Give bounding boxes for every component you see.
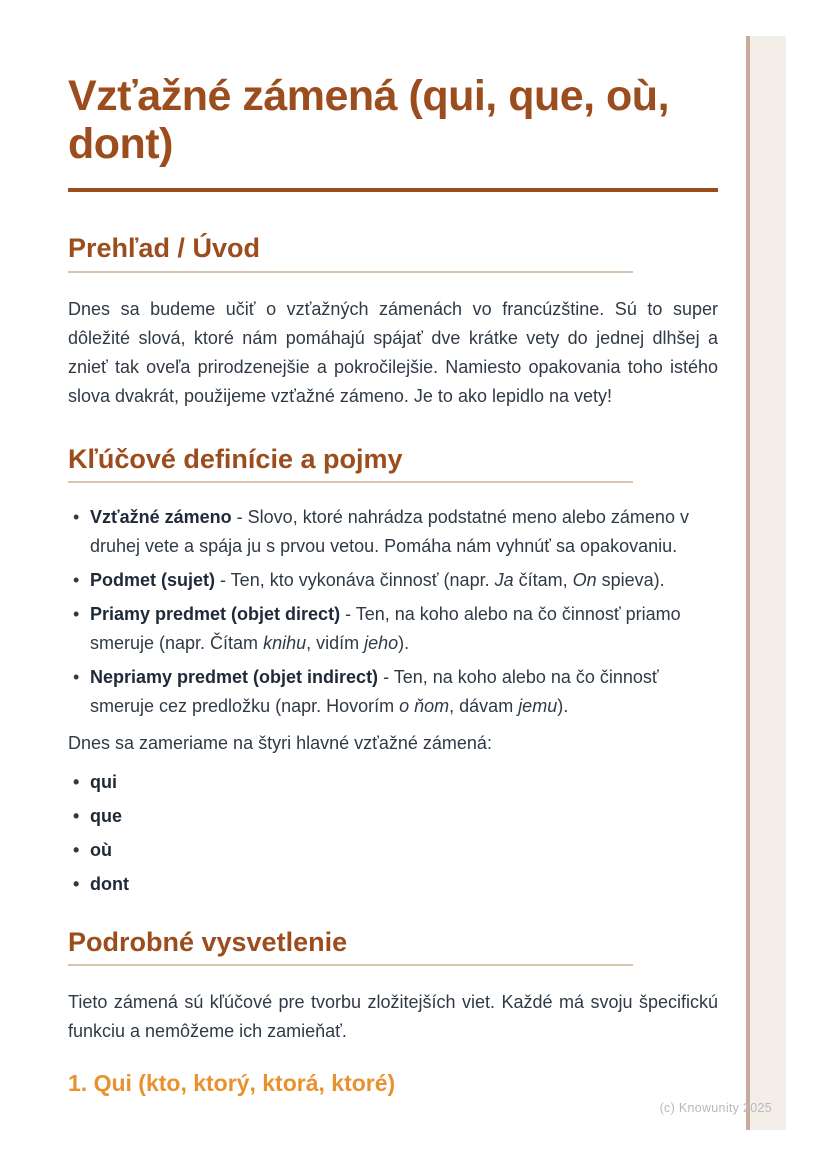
pronoun-item: • où bbox=[90, 836, 718, 864]
pronoun-item: • que bbox=[90, 802, 718, 830]
section-definitions bbox=[68, 443, 718, 898]
focus-paragraph: Dnes sa zameriame na štyri hlavné vzťažné zámená: bbox=[68, 733, 492, 754]
pronoun-item: • dont bbox=[90, 870, 718, 898]
heading-underline-explanation bbox=[68, 964, 633, 966]
definition-text: ). bbox=[557, 696, 569, 717]
explanation-paragraph: Tieto zámená sú kľúčové pre tvorbu zložitejších viet. Každé má svoju špecifickú funkciu a nemôžeme ich zamieňať. bbox=[68, 992, 718, 1042]
intro-paragraph: Dnes sa budeme učiť o vzťažných zámenách vo francúzštine. Sú to super dôležité slová, ktoré nám pomáhajú spájať dve krátke vety do jednej dlhšej a znieť tak oveľa prirodzenejšie a pokročilejšie. Namiesto opakovania toho istého slova dvakrát, použijeme vzťažné zámeno. Je to ako lepidlo na vety! bbox=[68, 298, 718, 406]
definition-text: , dávam bbox=[449, 696, 519, 717]
title-divider bbox=[68, 188, 718, 192]
page-edge-strip bbox=[746, 36, 786, 1130]
heading-underline-intro bbox=[68, 271, 633, 273]
pronoun-list bbox=[68, 768, 718, 898]
example-word: jeho bbox=[364, 633, 399, 654]
section-heading-intro: Prehľad / Úvod bbox=[68, 233, 260, 264]
definitions-list bbox=[68, 503, 718, 721]
section-explanation bbox=[68, 926, 718, 1098]
definition-text: ). bbox=[398, 633, 410, 654]
definition-item bbox=[90, 663, 718, 721]
section-heading-explanation: Podrobné vysvetlenie bbox=[68, 927, 348, 958]
example-word: knihu bbox=[263, 633, 307, 654]
definition-item bbox=[90, 600, 718, 658]
definition-text: , vidím bbox=[306, 633, 365, 654]
definition-item bbox=[90, 566, 718, 595]
subsection-heading-qui: 1. Qui (kto, ktorý, ktorá, ktoré) bbox=[68, 1070, 396, 1097]
page-title: Vzťažné zámená (qui, que, où, dont) bbox=[68, 72, 670, 169]
document-page bbox=[68, 0, 718, 1098]
section-heading-definitions: Kľúčové definície a pojmy bbox=[68, 443, 403, 474]
copyright-footer: (c) Knowunity 2025 bbox=[659, 1101, 772, 1115]
definition-term: Podmet (sujet) bbox=[90, 570, 216, 591]
example-word: o ňom bbox=[399, 696, 450, 717]
example-word: Ja bbox=[494, 570, 514, 591]
definition-text: - Ten, na koho alebo na čo činnosť smeruje cez predložku (napr. Hovorím bbox=[90, 667, 659, 717]
definition-text: - Ten, na koho alebo na čo činnosť priamo smeruje (napr. Čítam bbox=[90, 604, 681, 654]
definition-text: spieva). bbox=[596, 570, 665, 591]
heading-underline-definitions bbox=[68, 481, 633, 483]
example-word: On bbox=[572, 570, 597, 591]
definition-text: - Slovo, ktoré nahrádza podstatné meno alebo zámeno v druhej vete a spája ju s prvou vetou. Pomáha nám vyhnúť sa opakovaniu. bbox=[90, 507, 689, 557]
definition-text: - Ten, kto vykonáva činnosť (napr. bbox=[215, 570, 495, 591]
example-word: jemu bbox=[518, 696, 558, 717]
definition-text: čítam, bbox=[513, 570, 573, 591]
section-intro bbox=[68, 232, 718, 410]
definition-term: Nepriamy predmet (objet indirect) bbox=[90, 667, 379, 688]
definition-term: Priamy predmet (objet direct) bbox=[90, 604, 341, 625]
definition-term: Vzťažné zámeno bbox=[90, 507, 232, 528]
pronoun-item: • qui bbox=[90, 768, 718, 796]
definition-item bbox=[90, 503, 718, 561]
